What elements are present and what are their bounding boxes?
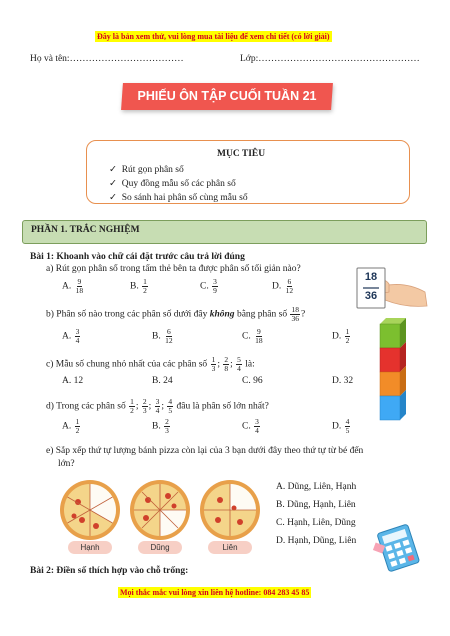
option-b-C[interactable]: C. $\frac{9}{18}$: [242, 327, 263, 345]
question-b: b) Phân số nào trong các phân số dưới đây không bằng phân số $\frac{18}{36}$ ?: [46, 305, 306, 323]
worksheet-banner: [121, 83, 333, 110]
option-b-A[interactable]: A. $\frac{3}{4}$: [62, 327, 80, 345]
banner-title: PHIẾU ÔN TẬP CUỐI TUẦN 21: [137, 89, 317, 103]
option-c-D[interactable]: D. 32: [332, 376, 354, 386]
option-d-A[interactable]: A. $\frac{1}{2}$: [62, 417, 80, 435]
goal-item: ✓ Rút gọn phân số: [109, 165, 184, 175]
option-d-D[interactable]: D. $\frac{4}{5}$: [332, 417, 350, 435]
option-e-B[interactable]: B. Dũng, Hạnh, Liên: [276, 500, 356, 510]
option-e-C[interactable]: C. Hạnh, Liên, Dũng: [276, 518, 356, 528]
part1-header: [22, 220, 427, 244]
question-a: a) Rút gọn phân số trong tấm thẻ bên ta được phân số tối giản nào?: [46, 264, 301, 274]
bai2-title: Bài 2: Điền số thích hợp vào chỗ trống:: [30, 566, 189, 576]
goal-item: ✓ So sánh hai phân số cùng mẫu số: [109, 193, 248, 202]
goal-item: ✓ Quy đồng mẫu số các phân số: [109, 179, 236, 189]
pizza-illustrations: [60, 478, 260, 542]
option-c-A[interactable]: A. 12: [62, 376, 84, 386]
hotline-notice: Mọi thắc mắc vui lòng xin liên hệ hotline: 084 283 45 85: [120, 588, 310, 597]
pizza-label-dung: Dũng: [138, 541, 182, 554]
option-a-D[interactable]: D. $\frac{6}{12}$: [272, 277, 294, 295]
card-numerator: 18: [364, 271, 378, 283]
goals-title: MỤC TIÊU: [217, 149, 266, 159]
check-icon: ✓: [109, 179, 117, 189]
option-a-C[interactable]: C. $\frac{3}{9}$: [200, 277, 217, 295]
name-line: Họ và tên:………………………………: [30, 54, 184, 64]
option-a-B[interactable]: B. $\frac{1}{2}$: [130, 277, 147, 295]
bai1-title: Bài 1: Khoanh vào chữ cái đặt trước câu trả lời đúng: [30, 252, 245, 262]
option-b-B[interactable]: B. $\frac{6}{12}$: [152, 327, 173, 345]
question-e-line2: lớn?: [58, 459, 75, 469]
option-a-A[interactable]: A. $\frac{9}{18}$: [62, 277, 84, 295]
pizza-label-lien: Liên: [208, 541, 252, 554]
question-e-line1: e) Sắp xếp thứ tự lượng bánh pizza còn lại của 3 bạn dưới đây theo thứ tự từ bé đến: [46, 446, 364, 456]
check-icon: ✓: [109, 193, 117, 202]
option-c-C[interactable]: C. 96: [242, 376, 263, 386]
option-c-B[interactable]: B. 24: [152, 376, 173, 386]
option-e-D[interactable]: D. Hạnh, Dũng, Liên: [276, 536, 357, 546]
question-d: d) Trong các phân số $\frac{1}{2}$ ; $\frac{2}{3}$ ; $\frac{3}{4}$ ; $\frac{4}{5}$ đâu là phân số lớn nhất?: [46, 397, 269, 415]
option-b-D[interactable]: D. $\frac{1}{2}$: [332, 327, 350, 345]
goals-box: [86, 140, 410, 204]
option-d-B[interactable]: B. $\frac{2}{3}$: [152, 417, 169, 435]
question-c: c) Mẫu số chung nhỏ nhất của các phân số $\frac{1}{3}$ ; $\frac{2}{8}$ ; $\frac{5}{4}$ là:: [46, 355, 255, 373]
preview-notice: Đây là bản xem thử, vui lòng mua tài liệu để xem chi tiết (có lời giải): [97, 32, 330, 41]
calculator-illustration: [372, 522, 424, 572]
card-denominator: 36: [364, 290, 378, 302]
pizza-label-hanh: Hạnh: [68, 541, 112, 554]
class-line: Lớp:……………………………………………: [240, 54, 420, 64]
option-d-C[interactable]: C. $\frac{3}{4}$: [242, 417, 259, 435]
option-e-A[interactable]: A. Dũng, Liên, Hạnh: [276, 482, 357, 492]
check-icon: ✓: [109, 165, 117, 175]
stacked-blocks-illustration: [376, 316, 408, 422]
part1-title: PHẦN 1. TRẮC NGHIỆM: [31, 225, 140, 235]
